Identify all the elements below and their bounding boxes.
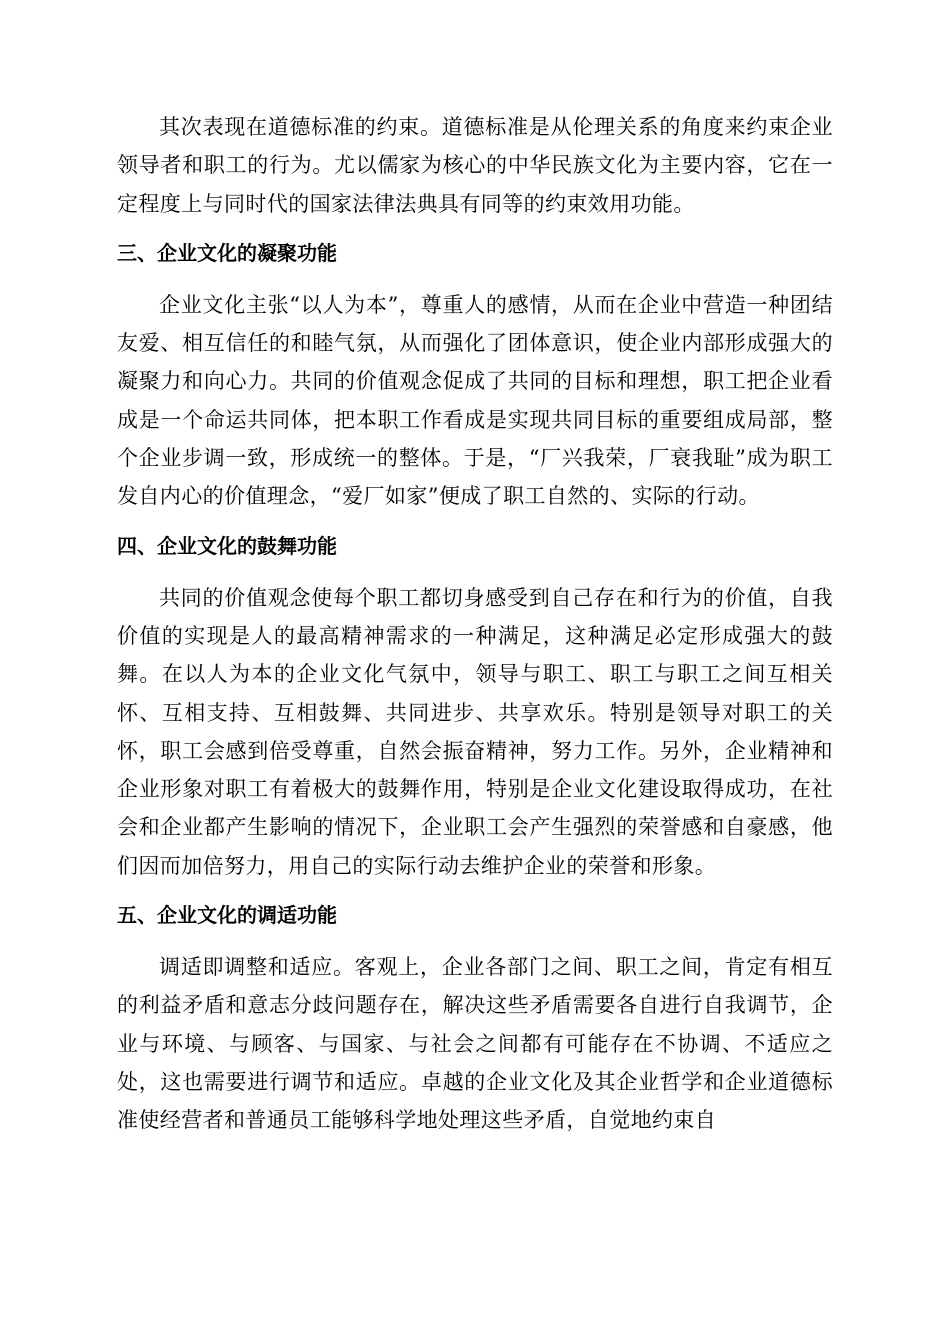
section-5-heading: 五、企业文化的调适功能 xyxy=(117,903,337,928)
section-4-paragraph: 共同的价值观念使每个职工都切身感受到自己存在和行为的价值，自我价值的实现是人的最高精神需求的一种满足，这种满足必定形成强大的鼓舞。在以人为本的企业文化气氛中，领导与职工、职工与职工之间互相关怀、互相支持、互相鼓舞、共同进步、共享欢乐。特别是领导对职工的关怀，职工会感到倍受尊重，自然会振奋精神，努力工作。另外，企业精神和企业形象对职工有着极大的鼓舞作用，特别是企业文化建设取得成功，在社会和企业都产生影响的情况下，企业职工会产生强烈的荣誉感和自豪感，他们因而加倍努力，用自己的实际行动去维护企业的荣誉和形象。 xyxy=(117,585,833,878)
document-page xyxy=(117,108,833,1140)
section-5-paragraph: 调适即调整和适应。客观上，企业各部门之间、职工之间，肯定有相互的利益矛盾和意志分歧问题存在，解决这些矛盾需要各自进行自我调节，企业与环境、与顾客、与国家、与社会之间都有可能存在不协调、不适应之处，这也需要进行调节和适应。卓越的企业文化及其企业哲学和企业道德标准使经营者和普通员工能够科学地处理这些矛盾，自觉地约束自 xyxy=(117,955,833,1133)
section-4-heading: 四、企业文化的鼓舞功能 xyxy=(117,533,337,558)
intro-paragraph: 其次表现在道德标准的约束。道德标准是从伦理关系的角度来约束企业领导者和职工的行为。尤以儒家为核心的中华民族文化为主要内容，它在一定程度上与同时代的国家法律法典具有同等的约束效用功能。 xyxy=(117,115,833,216)
section-3-heading: 三、企业文化的凝聚功能 xyxy=(117,240,337,265)
section-3-paragraph: 企业文化主张“以人为本”，尊重人的感情，从而在企业中营造一种团结友爱、相互信任的和睦气氛，从而强化了团体意识，使企业内部形成强大的凝聚力和向心力。共同的价值观念促成了共同的目标和理想，职工把企业看成是一个命运共同体，把本职工作看成是实现共同目标的重要组成局部，整个企业步调一致，形成统一的整体。于是，“厂兴我荣，厂衰我耻”成为职工发自内心的价值理念，“爱厂如家”便成了职工自然的、实际的行动。 xyxy=(117,292,833,509)
